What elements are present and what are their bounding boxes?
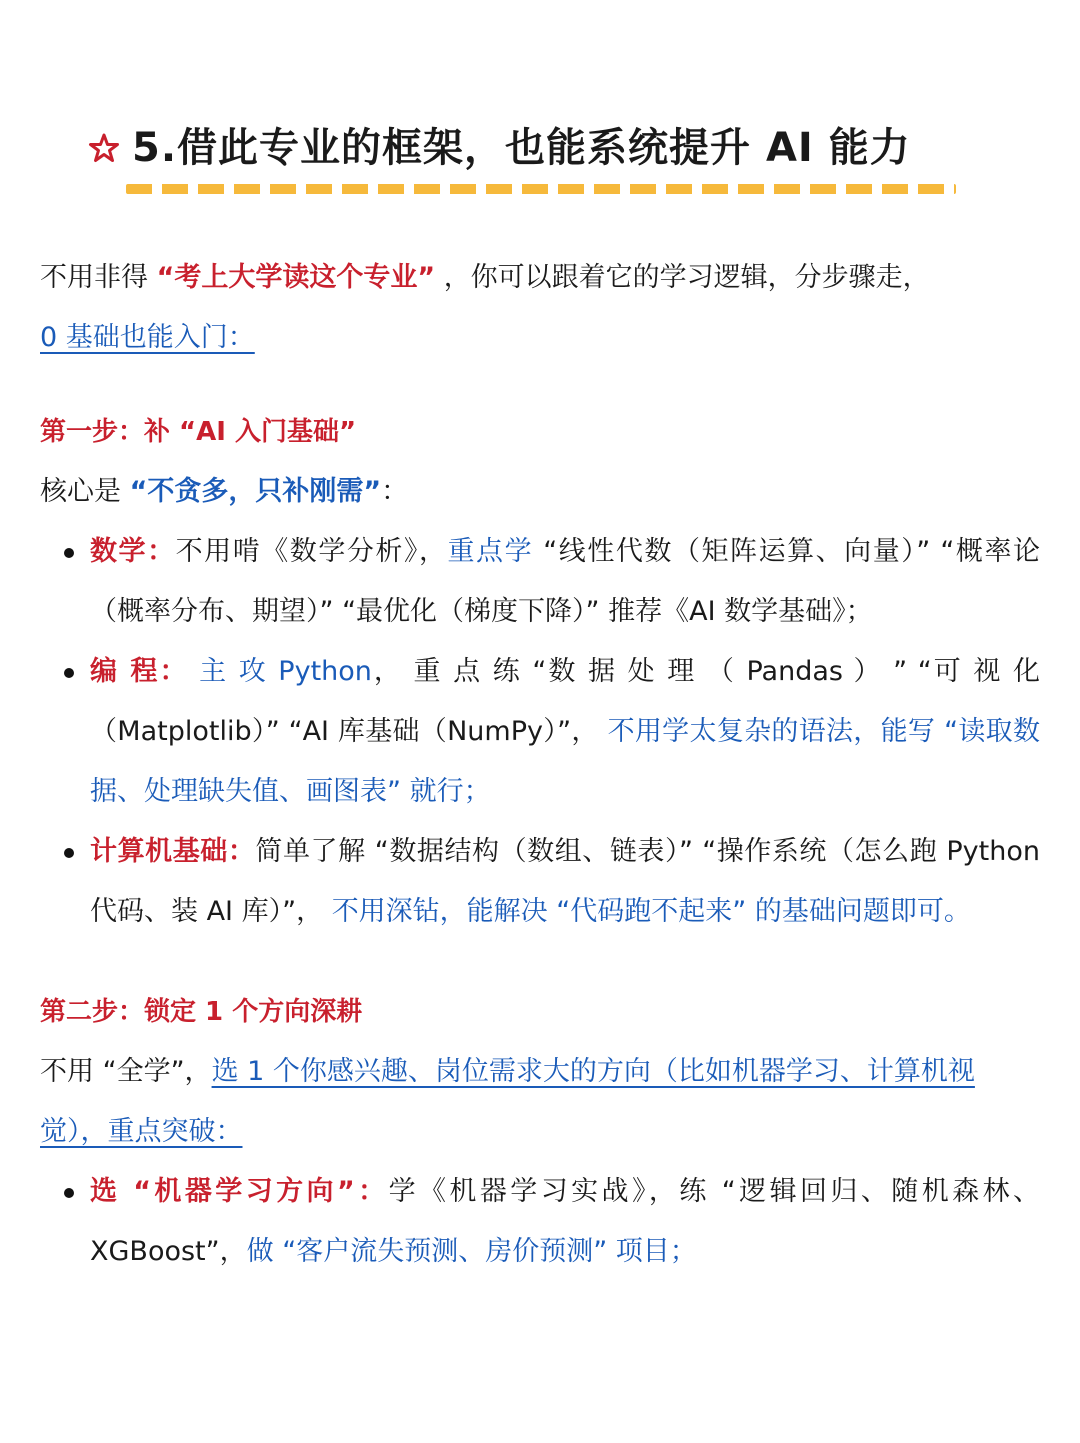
star-icon (88, 132, 120, 164)
item-highlight-2: 不用学太复杂的语法，能写 “读取数据、处理缺失值、画图表” 就行； (90, 716, 1040, 807)
step2-list (40, 1162, 1040, 1282)
core-text: 核心是 (40, 476, 121, 507)
intro-text: 不用非得 (40, 262, 148, 293)
step1-list (40, 522, 1040, 942)
list-item-math (40, 522, 1040, 642)
title-underline (126, 184, 956, 194)
title-block (88, 118, 958, 178)
core-highlight: “不贪多，只补刚需” (129, 476, 382, 507)
list-item-programming (40, 642, 1040, 822)
item-text: ， 重 点 练 “数 据 处 理 （ Pandas ） ” “可 视 化（Matplotlib）” “AI 库基础（NumPy）”， (90, 656, 1040, 747)
article-body (40, 248, 1040, 1282)
step1-core (40, 462, 1040, 522)
list-item-ml-direction (40, 1162, 1040, 1282)
item-highlight: 主 攻 Python (199, 656, 372, 687)
step2-paragraph (40, 1042, 1040, 1162)
item-highlight: 做 “客户流失预测、房价预测” 项目； (246, 1236, 697, 1267)
intro-paragraph (40, 248, 1040, 368)
item-label: 选 “机器学习方向”： (90, 1176, 389, 1207)
step1-heading: 第一步：补 “AI 入门基础” (40, 417, 357, 447)
step2-link[interactable]: 选 1 个你感兴趣、岗位需求大的方向（比如机器学习、计算机视觉），重点突破： (40, 1056, 975, 1147)
item-text: 不用啃《数学分析》， (175, 536, 448, 567)
item-label: 数学： (90, 536, 176, 567)
list-item-cs-basics (40, 822, 1040, 942)
intro-highlight: “考上大学读这个专业” (156, 262, 436, 293)
item-highlight: 不用深钻，能解决 “代码跑不起来” 的基础问题即可。 (331, 896, 971, 927)
item-text-2: “线性代数（矩阵运算、向量）” “概率论（概率分布、期望）” “最优化（梯度下降）” 推荐《AI 数学基础》； (90, 536, 1041, 627)
page-title (88, 118, 958, 178)
item-text: 简单了解 “数据结构（数组、链表）” “操作系统（怎么跑 Python 代码、装 AI 库）”， (90, 836, 1040, 927)
item-label: 计算机基础： (90, 836, 256, 867)
step2-heading: 第二步：锁定 1 个方向深耕 (40, 997, 363, 1027)
step2-text: 不用 “全学”， (40, 1056, 212, 1087)
intro-link[interactable]: 0 基础也能入门： (40, 322, 255, 353)
item-label: 编 程： (90, 656, 189, 687)
page-title-text: 5.借此专业的框架，也能系统提升 AI 能力 (132, 125, 911, 171)
item-highlight: 重点学 (447, 536, 534, 567)
core-colon: ： (381, 476, 409, 507)
item-text: 学《机器学习实战》，练 “逻辑回归、随机森林、XGBoost”， (90, 1176, 1041, 1267)
intro-text-2: ，你可以跟着它的学习逻辑，分步骤走， (443, 262, 930, 293)
